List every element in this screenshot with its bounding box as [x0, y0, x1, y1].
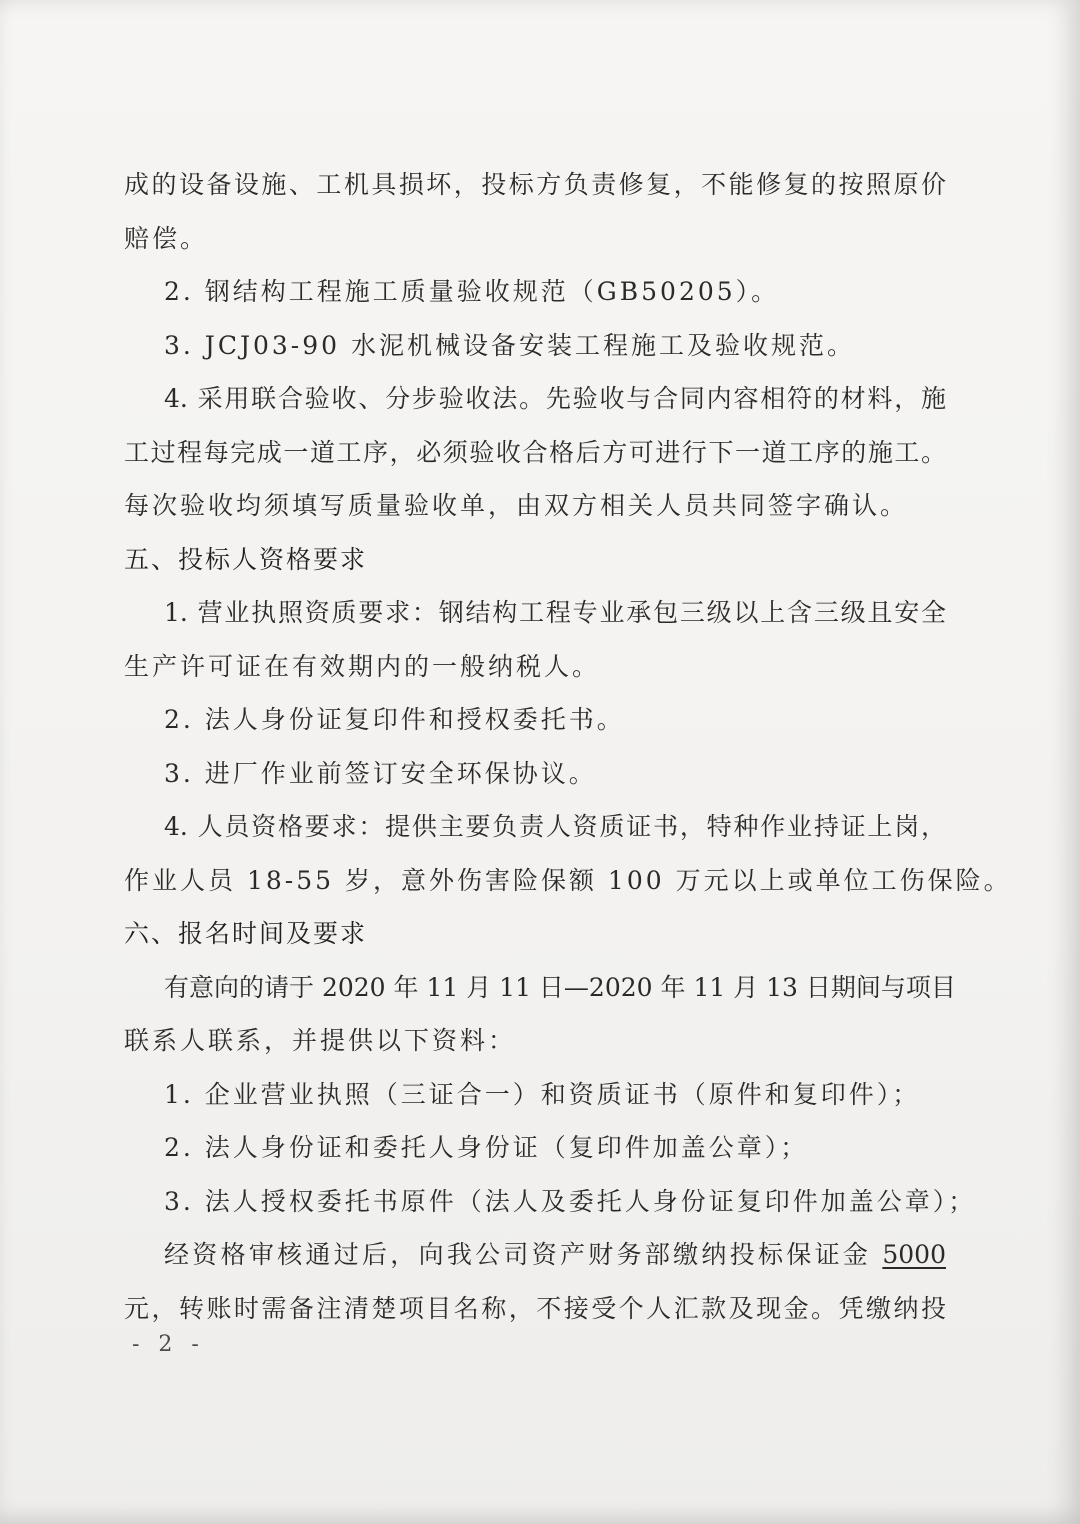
paragraph-line: 有意向的请于 2020 年 11 月 11 日—2020 年 11 月 13 日期间与项目 [164, 972, 956, 1002]
list-item: 3. 法人授权委托书原件（法人及委托人身份证复印件加盖公章）； [164, 1186, 977, 1216]
deposit-line [124, 1228, 946, 1282]
paragraph-line: 工过程每完成一道工序，必须验收合格后方可进行下一道工序的施工。 [124, 437, 946, 467]
page-number: - 2 - [132, 1332, 205, 1357]
paragraph-line: 作业人员 18-55 岁，意外伤害险保额 100 万元以上或单位工伤保险。 [124, 865, 1012, 895]
list-item: 4. 人员资格要求：提供主要负责人资质证书，特种作业持证上岗， [164, 812, 946, 841]
list-item: 2. 法人身份证复印件和授权委托书。 [164, 705, 625, 734]
section-heading: 五、投标人资格要求 [124, 544, 368, 574]
deposit-line-text: 经资格审核通过后，向我公司资产财务部缴纳投标保证金 [164, 1240, 883, 1269]
deposit-amount: 5000 [882, 1240, 946, 1269]
document-body [124, 158, 1012, 1335]
list-item: 2. 法人身份证和委托人身份证（复印件加盖公章）； [164, 1133, 809, 1162]
list-item: 4. 采用联合验收、分步验收法。先验收与合同内容相符的材料，施 [164, 384, 946, 413]
list-item: 3. JCJ03-90 水泥机械设备安装工程施工及验收规范。 [164, 330, 855, 360]
list-item: 3. 进厂作业前签订安全环保协议。 [164, 758, 597, 788]
paragraph-line: 每次验收均须填写质量验收单，由双方相关人员共同签字确认。 [124, 491, 909, 520]
paragraph-line: 赔偿。 [124, 223, 209, 253]
list-item: 1. 营业执照资质要求：钢结构工程专业承包三级以上含三级且安全 [164, 598, 946, 627]
paragraph-line: 生产许可证在有效期内的一般纳税人。 [124, 651, 601, 681]
paragraph-line: 成的设备设施、工机具损坏，投标方负责修复，不能修复的按照原价 [124, 170, 946, 199]
paragraph-line: 元，转账时需备注清楚项目名称，不接受个人汇款及现金。凭缴纳投 [124, 1293, 946, 1323]
section-heading: 六、报名时间及要求 [124, 919, 368, 948]
list-item: 2. 钢结构工程施工质量验收规范（GB50205）。 [164, 277, 780, 306]
paragraph-line: 联系人联系，并提供以下资料： [124, 1026, 517, 1055]
list-item: 1. 企业营业执照（三证合一）和资质证书（原件和复印件）； [164, 1079, 921, 1109]
